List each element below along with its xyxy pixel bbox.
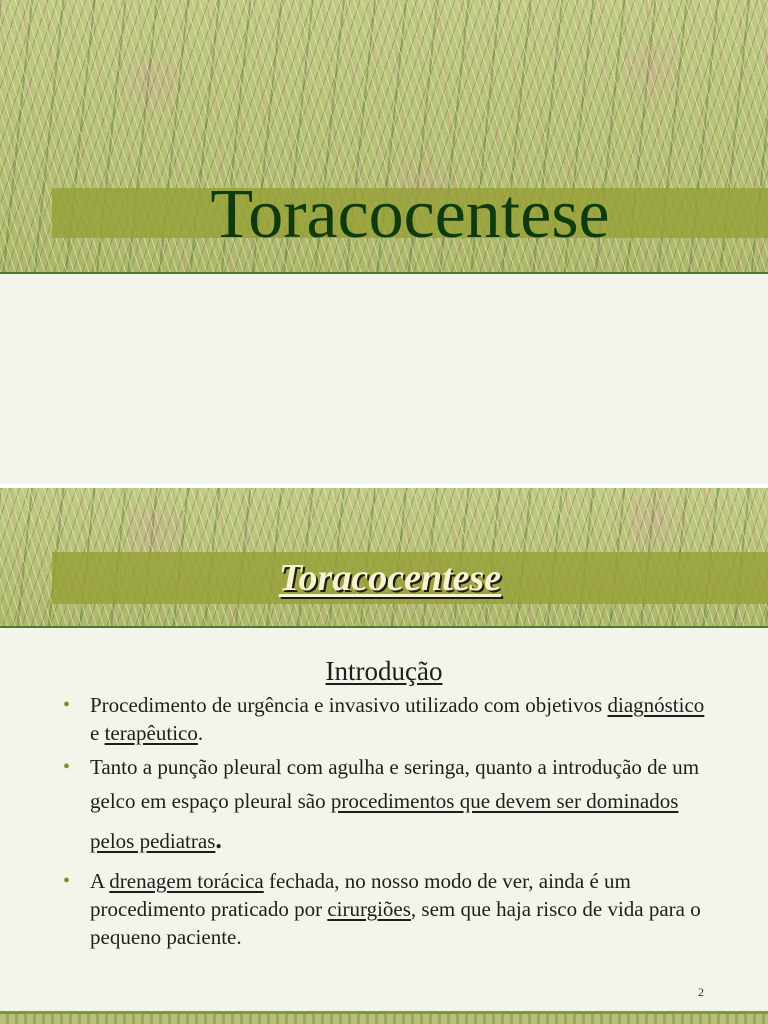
section-heading: Introdução: [325, 656, 443, 686]
underlined-term: terapêutico: [104, 721, 198, 745]
bullet-icon: •: [63, 870, 71, 892]
bullet-icon: •: [63, 756, 71, 778]
bullet-item: [0, 867, 768, 951]
slide-2-title: Toracocentese: [278, 557, 502, 599]
bullet-icon: •: [63, 694, 71, 716]
bullet-list: [0, 691, 768, 951]
title-bar: [52, 176, 768, 253]
slide-content: [0, 638, 768, 957]
bullet-item: [0, 753, 768, 861]
bullet-text: , sem que haja risco de vida para o pequeno paciente.: [90, 897, 701, 949]
bullet-text: Procedimento de urgência e invasivo utilizado com objetivos: [90, 693, 608, 717]
page-number: 2: [698, 985, 704, 999]
underlined-term: cirurgiões: [327, 897, 411, 921]
bullet-text: Tanto a punção pleural com agulha e seringa, quanto a introdução de um gelco em espaço pleural são: [90, 755, 700, 813]
grass-footer-strip: [0, 1014, 768, 1024]
bullet-text: .: [215, 825, 222, 854]
underlined-term: drenagem torácica: [109, 869, 264, 893]
bullet-text: fechada, no nosso modo de ver, ainda é um procedimento praticado por: [90, 869, 631, 921]
underlined-term: procedimentos que devem ser dominados pelos pediatras: [90, 789, 679, 853]
underlined-term: diagnóstico: [607, 693, 705, 717]
slide-2: [0, 488, 768, 1024]
bullet-text: e: [90, 721, 105, 745]
bullet-text: .: [197, 721, 204, 745]
bullet-item: [0, 691, 768, 747]
bullet-text: A: [90, 869, 110, 893]
slide-1: [0, 0, 768, 484]
slide-1-title: Toracocentese: [210, 176, 610, 253]
title-bar: [52, 552, 768, 604]
